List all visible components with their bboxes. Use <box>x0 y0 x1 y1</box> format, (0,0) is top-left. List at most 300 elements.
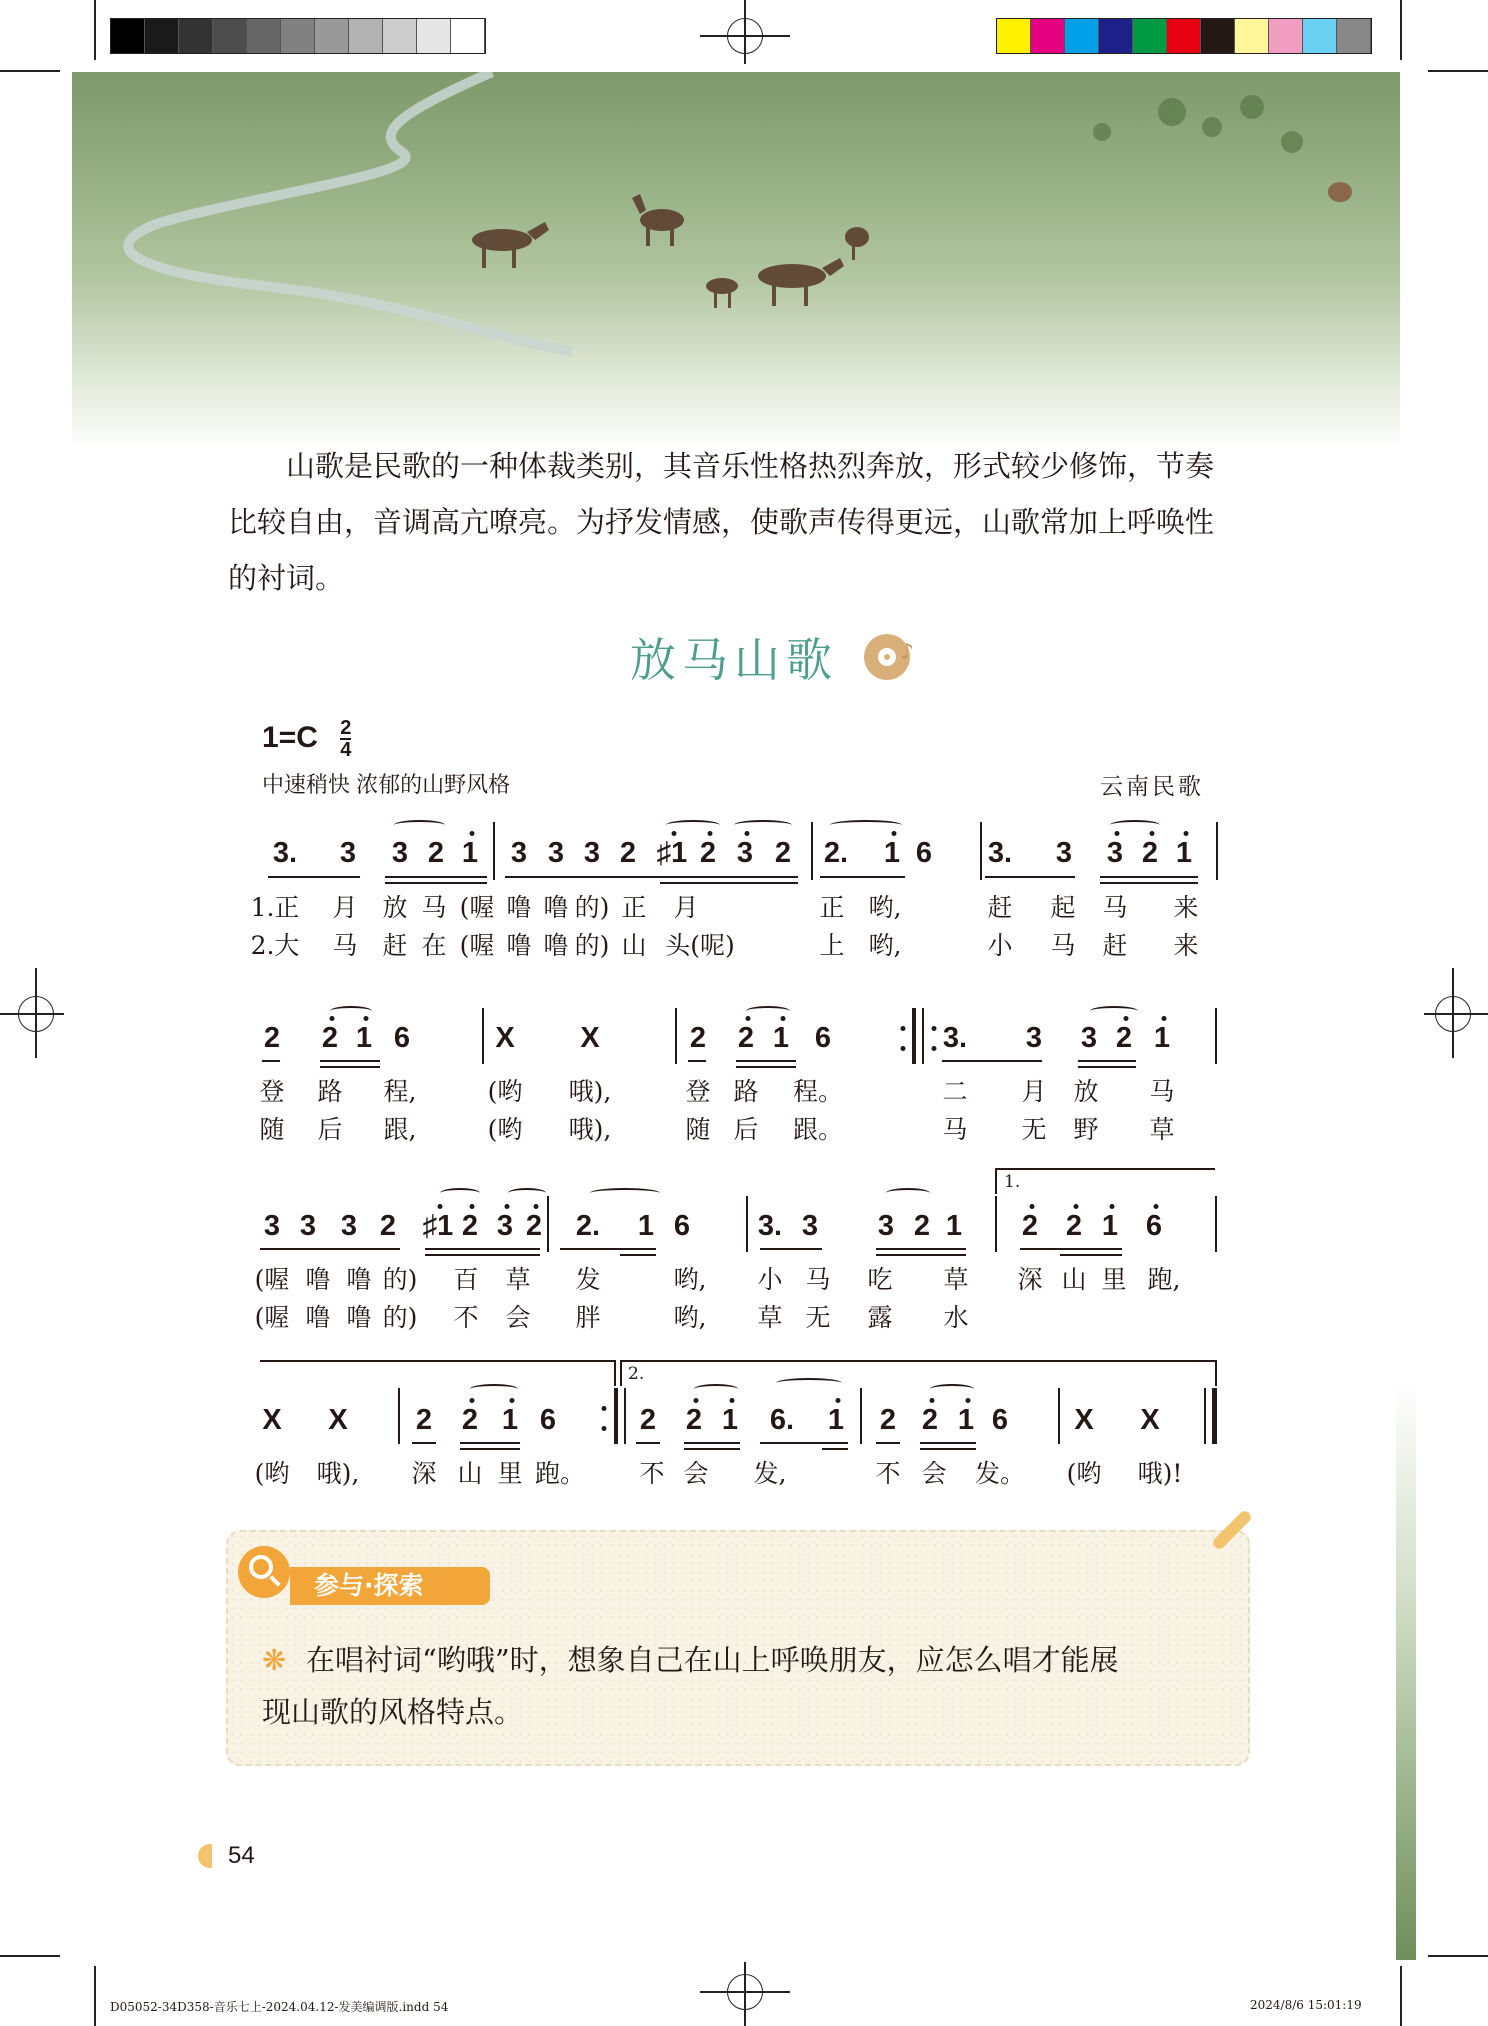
bar-line <box>493 822 495 880</box>
repeat-dot <box>602 1426 607 1431</box>
note: 3 <box>263 1210 281 1242</box>
lyric-verse-1: 的) <box>382 1265 418 1294</box>
lyric-verse-1: 登 <box>259 1077 285 1106</box>
lyric-verse-1: 会 <box>921 1459 947 1488</box>
note: 2 <box>619 837 637 869</box>
crop-mark <box>1400 1966 1402 2026</box>
slur <box>470 1384 518 1394</box>
gray-color-bar <box>110 18 486 54</box>
color-swatch <box>417 19 451 53</box>
lyric-verse-1: 吃 <box>867 1265 893 1294</box>
note: 3 <box>1080 1022 1098 1054</box>
note: 1 <box>501 1404 519 1436</box>
lyric-verse-1: 哦), <box>568 1077 612 1106</box>
octave-dot <box>438 1204 443 1209</box>
octave-dot <box>1154 1204 1159 1209</box>
crop-mark <box>94 1966 96 2026</box>
intro-line: 山歌是民歌的一种体裁类别，其音乐性格热烈奔放，形式较少修饰，节奏 <box>286 449 1215 483</box>
bar-line <box>980 822 982 880</box>
note: 1 <box>637 1210 655 1242</box>
note: 2 <box>737 1022 755 1054</box>
lyric-verse-1: 马 <box>1149 1077 1175 1106</box>
octave-dot <box>1030 1204 1035 1209</box>
note: 2 <box>879 1404 897 1436</box>
bar-line <box>1215 1008 1217 1064</box>
repeat-bar <box>614 1388 618 1444</box>
note: 6. <box>769 1404 795 1436</box>
final-bar <box>1204 1388 1206 1444</box>
color-swatch <box>1303 19 1337 53</box>
lyric-verse-2: 随 <box>259 1115 285 1144</box>
note: 3 <box>583 837 601 869</box>
slur <box>830 820 902 830</box>
note: 6 <box>814 1022 832 1054</box>
lyric-verse-2: 上 <box>819 931 845 960</box>
crop-mark <box>0 1955 60 1957</box>
beam-underline <box>620 1254 656 1256</box>
note: 3 <box>547 837 565 869</box>
lyric-verse-1: 放 <box>1073 1077 1099 1106</box>
beam-underline <box>268 876 360 878</box>
beam-underline <box>636 1442 660 1444</box>
note: 3. <box>942 1022 968 1054</box>
lyric-verse-1: 登 <box>685 1077 711 1106</box>
beam-underline <box>942 1060 1042 1062</box>
lyric-verse-2: 跟, <box>383 1115 417 1144</box>
note: 2 <box>415 1404 433 1436</box>
bar-line <box>746 1196 748 1252</box>
note: 6 <box>673 1210 691 1242</box>
repeat-bar <box>912 1008 916 1064</box>
color-swatch <box>451 19 485 53</box>
key-signature <box>262 718 351 760</box>
lyric-verse-1: 赶 <box>987 893 1013 922</box>
beam-underline <box>460 1442 520 1444</box>
note: X <box>262 1404 282 1436</box>
color-swatch <box>213 19 247 53</box>
octave-dot <box>510 1398 515 1403</box>
lyric-verse-1: 会 <box>683 1459 709 1488</box>
lyric-verse-2: 后 <box>733 1115 759 1144</box>
note: X <box>328 1404 348 1436</box>
lyric-verse-2: 草 <box>1149 1115 1175 1144</box>
time-denominator: 4 <box>340 739 352 761</box>
lyric-verse-2: 哦), <box>568 1115 612 1144</box>
lyric-verse-2: 的) <box>574 931 610 960</box>
octave-dot <box>364 1016 369 1021</box>
lyric-verse-2: (哟 <box>487 1115 523 1144</box>
octave-dot <box>534 1204 539 1209</box>
beam-underline <box>460 1448 520 1450</box>
lyric-verse-1: (哟 <box>487 1077 523 1106</box>
lyric-verse-1: 小 <box>757 1265 783 1294</box>
note: 1 <box>721 1404 739 1436</box>
note: ♯1 <box>422 1210 454 1242</box>
slur <box>666 820 720 830</box>
lyric-verse-1: 草 <box>505 1265 531 1294</box>
lyric-verse-1: (喔 <box>254 1265 290 1294</box>
beam-underline <box>320 1066 380 1068</box>
octave-dot <box>1074 1204 1079 1209</box>
note: 1 <box>883 837 901 869</box>
lyric-verse-1: 发。 <box>974 1459 1026 1488</box>
note: 1 <box>1175 837 1193 869</box>
bar-line <box>482 1008 484 1064</box>
lyric-verse-1: 里 <box>1101 1265 1127 1294</box>
beam-underline <box>560 1248 656 1250</box>
lyric-verse-1: 噜 <box>305 1265 331 1294</box>
note: X <box>580 1022 600 1054</box>
bar-line <box>995 1196 997 1252</box>
song-origin: 云南民歌 <box>1100 774 1204 800</box>
octave-dot <box>470 831 475 836</box>
lyric-verse-2: 噜 <box>506 931 532 960</box>
lyric-verse-1: 不 <box>875 1459 901 1488</box>
octave-dot <box>672 831 677 836</box>
note: 3 <box>1106 837 1124 869</box>
note: 2 <box>639 1404 657 1436</box>
beam-underline <box>920 1442 976 1444</box>
beam-underline <box>736 1066 796 1068</box>
lyric-verse-1: 路 <box>317 1077 343 1106</box>
beam-underline <box>262 1060 280 1062</box>
note: 2 <box>1065 1210 1083 1242</box>
note: 3 <box>736 837 754 869</box>
octave-dot <box>892 831 897 836</box>
slur <box>886 1188 930 1198</box>
lyric-verse-1: 月 <box>332 893 358 922</box>
beam-underline <box>260 1248 400 1250</box>
color-swatch <box>1269 19 1303 53</box>
note: 3. <box>987 837 1013 869</box>
octave-dot <box>1115 831 1120 836</box>
lyric-verse-1: 正 <box>819 893 845 922</box>
lyric-verse-1: 跑, <box>1147 1265 1181 1294</box>
lyric-verse-1: 百 <box>453 1265 479 1294</box>
note: 2 <box>1115 1022 1133 1054</box>
repeat-bar <box>922 1008 924 1064</box>
octave-dot <box>966 1398 971 1403</box>
lyric-verse-1: 马 <box>805 1265 831 1294</box>
note: 1 <box>945 1210 963 1242</box>
note: 6 <box>915 837 933 869</box>
note: 3. <box>757 1210 783 1242</box>
note: 2. <box>823 837 849 869</box>
lyric-verse-1: 噜 <box>346 1265 372 1294</box>
grassland-photo <box>72 72 1400 450</box>
lyric-verse-2: 2.大 <box>250 931 300 960</box>
note: 3 <box>877 1210 895 1242</box>
octave-dot <box>694 1398 699 1403</box>
beam-underline <box>684 1442 740 1444</box>
note: 2 <box>525 1210 543 1242</box>
note: 2 <box>321 1022 339 1054</box>
beam-underline <box>760 1248 822 1250</box>
bar-line <box>1216 822 1218 880</box>
beam-underline <box>985 876 1075 878</box>
beam-underline <box>660 882 798 884</box>
note: 3 <box>339 837 357 869</box>
note: 1 <box>827 1404 845 1436</box>
note: 6 <box>991 1404 1009 1436</box>
note: X <box>1074 1404 1094 1436</box>
lyric-verse-2: 噜 <box>543 931 569 960</box>
note: 2 <box>689 1022 707 1054</box>
lyric-verse-2: 噜 <box>305 1303 331 1332</box>
repeat-dot <box>901 1046 906 1051</box>
bar-line <box>398 1388 400 1444</box>
lyric-verse-1: 二 <box>942 1077 968 1106</box>
lyric-verse-1: 的) <box>574 893 610 922</box>
key-label: 1=C <box>262 720 318 754</box>
lyric-verse-1: 跑。 <box>534 1459 586 1488</box>
crop-mark <box>1428 70 1488 72</box>
lyric-verse-1: (哟 <box>254 1459 290 1488</box>
slur <box>590 1188 660 1198</box>
color-swatch <box>1167 19 1201 53</box>
lyric-verse-2: 会 <box>505 1303 531 1332</box>
octave-dot <box>470 1204 475 1209</box>
volta-bracket <box>1215 1360 1217 1386</box>
volta-bracket <box>995 1168 1215 1170</box>
lyric-verse-1: 程。 <box>792 1077 844 1106</box>
lyric-verse-2: 不 <box>453 1303 479 1332</box>
color-swatch <box>281 19 315 53</box>
note: 1 <box>957 1404 975 1436</box>
lyric-verse-1: 哦)! <box>1137 1459 1183 1488</box>
crop-mark <box>1428 1955 1488 1957</box>
octave-dot <box>836 1398 841 1403</box>
lyric-verse-2: (喔 <box>459 931 495 960</box>
lyric-verse-2: 草 <box>757 1303 783 1332</box>
beam-underline <box>920 1448 976 1450</box>
beam-underline <box>876 1442 900 1444</box>
color-swatch <box>1201 19 1235 53</box>
note: 6 <box>393 1022 411 1054</box>
bar-line <box>811 822 813 880</box>
octave-dot <box>1110 1204 1115 1209</box>
lyric-verse-1: 月 <box>673 893 699 922</box>
color-swatch <box>145 19 179 53</box>
time-numerator: 2 <box>340 717 352 739</box>
octave-dot <box>708 831 713 836</box>
lyric-verse-1: (哟 <box>1066 1459 1102 1488</box>
note: 3 <box>391 837 409 869</box>
note: 1 <box>355 1022 373 1054</box>
lyric-verse-2: 赶 <box>1102 931 1128 960</box>
color-swatch <box>1031 19 1065 53</box>
beam-underline <box>684 1448 740 1450</box>
beam-underline <box>760 1442 848 1444</box>
print-date: 2024/8/6 15:01:19 <box>1250 1998 1362 2012</box>
note: 1 <box>461 837 479 869</box>
octave-dot <box>1150 831 1155 836</box>
explore-line: 现山歌的风格特点。 <box>262 1695 524 1729</box>
note: 2 <box>379 1210 397 1242</box>
crop-mark <box>0 70 60 72</box>
bar-line <box>860 1388 862 1444</box>
page-number: 54 <box>228 1842 255 1869</box>
lyric-verse-2: 来 <box>1173 931 1199 960</box>
lyric-verse-2: 露 <box>867 1303 893 1332</box>
note: X <box>1140 1404 1160 1436</box>
lyric-verse-1: 噜 <box>506 893 532 922</box>
octave-dot <box>1124 1016 1129 1021</box>
beam-underline <box>1078 1060 1136 1062</box>
lyric-verse-2: 无 <box>1021 1115 1047 1144</box>
slur <box>746 1006 790 1016</box>
slur <box>394 820 445 830</box>
note: 2 <box>1021 1210 1039 1242</box>
lyric-verse-1: 山 <box>457 1459 483 1488</box>
note: X <box>495 1022 515 1054</box>
note: 3 <box>496 1210 514 1242</box>
octave-dot <box>505 1204 510 1209</box>
page-tab-icon <box>198 1844 212 1868</box>
lyric-verse-1: 深 <box>411 1459 437 1488</box>
beam-underline <box>736 1060 796 1062</box>
slur <box>508 1188 546 1198</box>
lyric-verse-2: 哟, <box>868 931 902 960</box>
octave-dot <box>930 1398 935 1403</box>
octave-dot <box>781 1016 786 1021</box>
audio-disc-icon[interactable]: ♪ <box>864 634 910 680</box>
slur <box>930 1384 974 1394</box>
lyric-verse-2: (喔 <box>254 1303 290 1332</box>
note: 3 <box>1055 837 1073 869</box>
slur <box>1110 820 1160 830</box>
intro-line: 比较自由，音调高亢嘹亮。为抒发情感，使歌声传得更远，山歌常加上呼唤性 <box>228 505 1215 539</box>
color-swatch <box>111 19 145 53</box>
color-swatch <box>349 19 383 53</box>
intro-line: 的衬词。 <box>228 561 345 595</box>
lyric-verse-2: 哟, <box>673 1303 707 1332</box>
beam-underline <box>1060 1254 1122 1256</box>
repeat-dot <box>932 1026 937 1031</box>
volta-bracket <box>620 1360 622 1386</box>
bar-line <box>1215 1196 1217 1252</box>
lyric-verse-1: 1.正 <box>250 893 300 922</box>
bar-line <box>1058 1388 1060 1444</box>
note: 2 <box>921 1404 939 1436</box>
lyric-verse-2: 胖 <box>575 1303 601 1332</box>
lyric-verse-2: 山 <box>621 931 647 960</box>
lyric-verse-2: 头(呢) <box>665 931 735 960</box>
color-swatch <box>383 19 417 53</box>
lyric-verse-1: 不 <box>639 1459 665 1488</box>
beam-underline <box>385 876 487 878</box>
volta-bracket <box>260 1360 614 1362</box>
lyric-verse-2: 无 <box>805 1303 831 1332</box>
note: 1 <box>1101 1210 1119 1242</box>
lyric-verse-2: 马 <box>1050 931 1076 960</box>
note: ♯1 <box>656 837 688 869</box>
lyric-verse-2: 马 <box>332 931 358 960</box>
octave-dot <box>730 1398 735 1403</box>
beam-underline <box>820 876 905 878</box>
color-swatch <box>1235 19 1269 53</box>
time-signature <box>340 718 351 760</box>
beam-underline <box>412 1442 436 1444</box>
beam-underline <box>425 1248 540 1250</box>
lyric-verse-2: 噜 <box>346 1303 372 1332</box>
lyric-verse-1: 起 <box>1050 893 1076 922</box>
note: 6 <box>539 1404 557 1436</box>
note: 2 <box>1141 837 1159 869</box>
note: 3. <box>272 837 298 869</box>
explore-tag: 参与·探索 <box>290 1567 490 1605</box>
lyric-verse-1: 深 <box>1017 1265 1043 1294</box>
repeat-dot <box>901 1026 906 1031</box>
note: 2 <box>913 1210 931 1242</box>
lyric-verse-1: 放 <box>382 893 408 922</box>
lyric-verse-2: 后 <box>317 1115 343 1144</box>
lyric-verse-2: 水 <box>943 1303 969 1332</box>
note: 2 <box>699 837 717 869</box>
color-swatch <box>315 19 349 53</box>
lyric-verse-1: (喔 <box>459 893 495 922</box>
beam-underline <box>385 882 487 884</box>
note: 2 <box>461 1210 479 1242</box>
file-slug: D05052-34D358-音乐七上-2024.04.12-发美编调版.indd 54 <box>110 2000 449 2014</box>
bar-line <box>547 1196 549 1252</box>
lyric-verse-1: 马 <box>421 893 447 922</box>
note: 3 <box>340 1210 358 1242</box>
lyric-verse-1: 里 <box>497 1459 523 1488</box>
note: 1 <box>1153 1022 1171 1054</box>
bar-line <box>675 1008 677 1064</box>
slur <box>330 1006 372 1016</box>
beam-underline <box>1020 1248 1122 1250</box>
repeat-bar <box>624 1388 626 1444</box>
lyric-verse-1: 噜 <box>543 893 569 922</box>
lyric-verse-2: 跟。 <box>792 1115 844 1144</box>
lyric-verse-2: 赶 <box>382 931 408 960</box>
note: 2 <box>263 1022 281 1054</box>
crop-mark <box>1400 0 1402 60</box>
crop-mark <box>94 0 96 60</box>
volta-bracket <box>995 1168 997 1194</box>
octave-dot <box>746 1016 751 1021</box>
beam-underline <box>1100 882 1198 884</box>
grassland-illustration <box>72 72 1400 450</box>
slur <box>1090 1006 1138 1016</box>
octave-dot <box>330 1016 335 1021</box>
volta-bracket <box>620 1360 1216 1362</box>
lyric-verse-1: 山 <box>1061 1265 1087 1294</box>
volta-label: 1. <box>1004 1172 1021 1192</box>
beam-underline <box>505 876 798 878</box>
octave-dot <box>745 831 750 836</box>
lyric-verse-1: 马 <box>1102 893 1128 922</box>
note: 1 <box>772 1022 790 1054</box>
note: 3 <box>801 1210 819 1242</box>
explore-question <box>262 1634 1222 1738</box>
color-bar <box>996 18 1372 54</box>
beam-underline <box>1078 1066 1136 1068</box>
tempo-marking: 中速稍快 浓郁的山野风格 <box>262 772 511 797</box>
slur <box>440 1188 480 1198</box>
octave-dot <box>1184 831 1189 836</box>
explore-line <box>262 1634 1222 1686</box>
beam-underline <box>876 1254 966 1256</box>
song-title: 放马山歌 <box>630 633 838 687</box>
lyric-verse-1: 发, <box>753 1459 787 1488</box>
beam-underline <box>320 1060 380 1062</box>
note: 2 <box>461 1404 479 1436</box>
repeat-dot <box>602 1406 607 1411</box>
beam-underline <box>1100 876 1198 878</box>
